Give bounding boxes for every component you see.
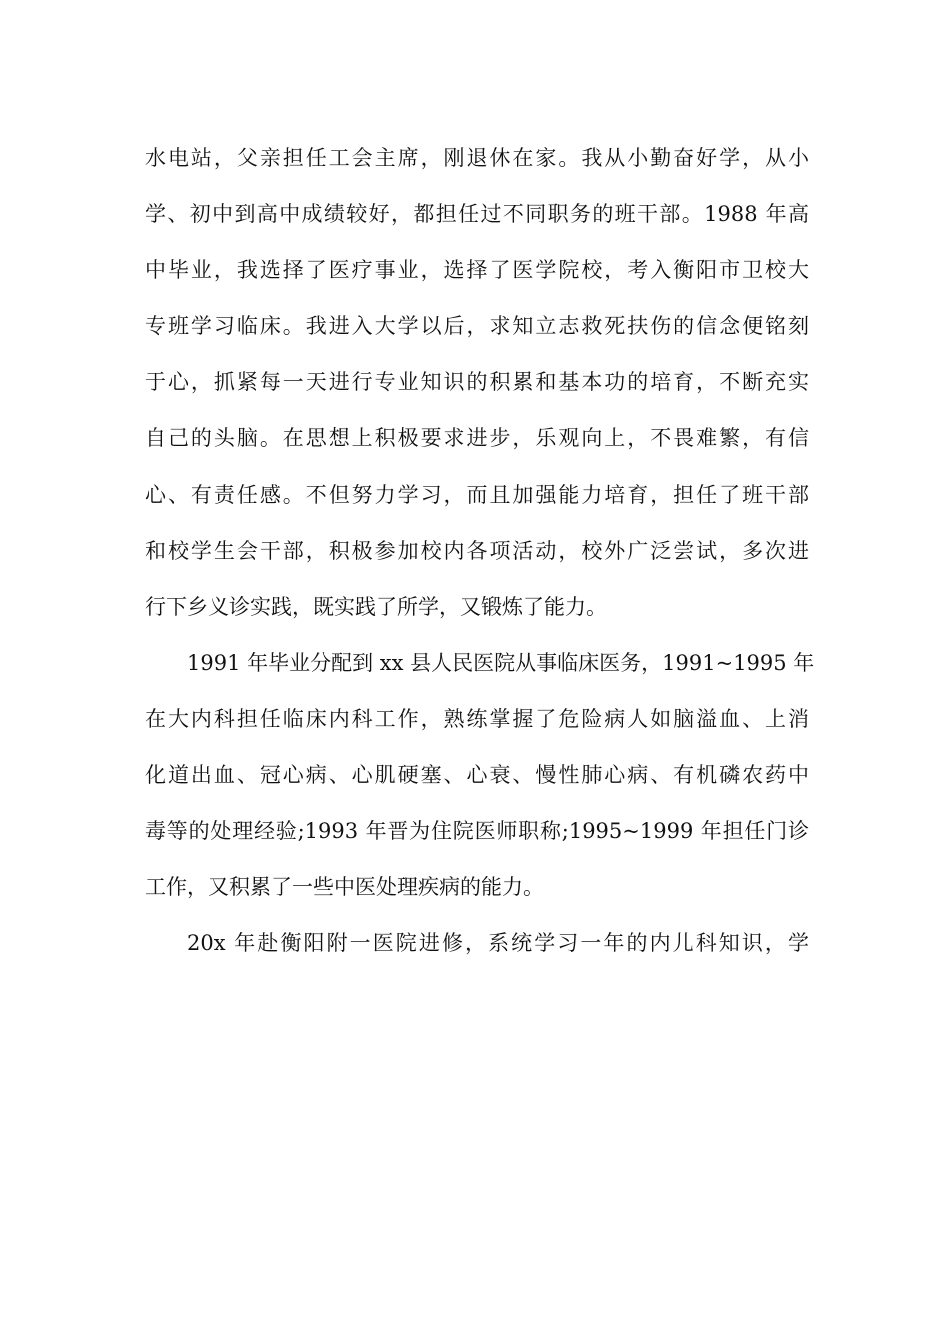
- paragraph-1-line-6: 自己的头脑。在思想上积极要求进步，乐观向上，不畏难繁，有信: [145, 426, 809, 451]
- paragraph-2-line-3: 化道出血、冠心病、心肌硬塞、心衰、慢性肺心病、有机磷农药中: [145, 763, 809, 788]
- paragraph-2-line-1: 1991 年毕业分配到 xx 县人民医院从事临床医务，1991~1995 年: [187, 650, 815, 675]
- paragraph-1-line-9: 行下乡义诊实践，既实践了所学，又锻炼了能力。: [145, 594, 607, 619]
- paragraph-3-line-1: 20x 年赴衡阳附一医院进修，系统学习一年的内儿科知识，学: [187, 931, 809, 956]
- paragraph-2-line-2: 在大内科担任临床内科工作，熟练掌握了危险病人如脑溢血、上消: [145, 706, 809, 731]
- paragraph-1-line-4: 专班学习临床。我进入大学以后，求知立志救死扶伤的信念便铭刻: [145, 314, 809, 339]
- document-body: [145, 130, 815, 971]
- paragraph-1-line-1: 水电站，父亲担任工会主席，刚退休在家。我从小勤奋好学，从小: [145, 146, 809, 170]
- paragraph-2-line-4: 毒等的处理经验;1993 年晋为住院医师职称;1995~1999 年担任门诊: [145, 819, 809, 844]
- paragraph-1-line-7: 心、有责任感。不但努力学习，而且加强能力培育，担任了班干部: [145, 482, 809, 507]
- paragraph-1-line-8: 和校学生会干部，积极参加校内各项活动，校外广泛尝试，多次进: [145, 538, 809, 563]
- paragraph-1-line-2: 学、初中到高中成绩较好，都担任过不同职务的班干部。1988 年高: [145, 202, 809, 227]
- paragraph-1-line-5: 于心，抓紧每一天进行专业知识的积累和基本功的培育，不断充实: [145, 370, 809, 395]
- paragraph-1-line-3: 中毕业，我选择了医疗事业，选择了医学院校，考入衡阳市卫校大: [145, 258, 809, 283]
- paragraph-2-line-5: 工作，又积累了一些中医处理疾病的能力。: [145, 875, 544, 900]
